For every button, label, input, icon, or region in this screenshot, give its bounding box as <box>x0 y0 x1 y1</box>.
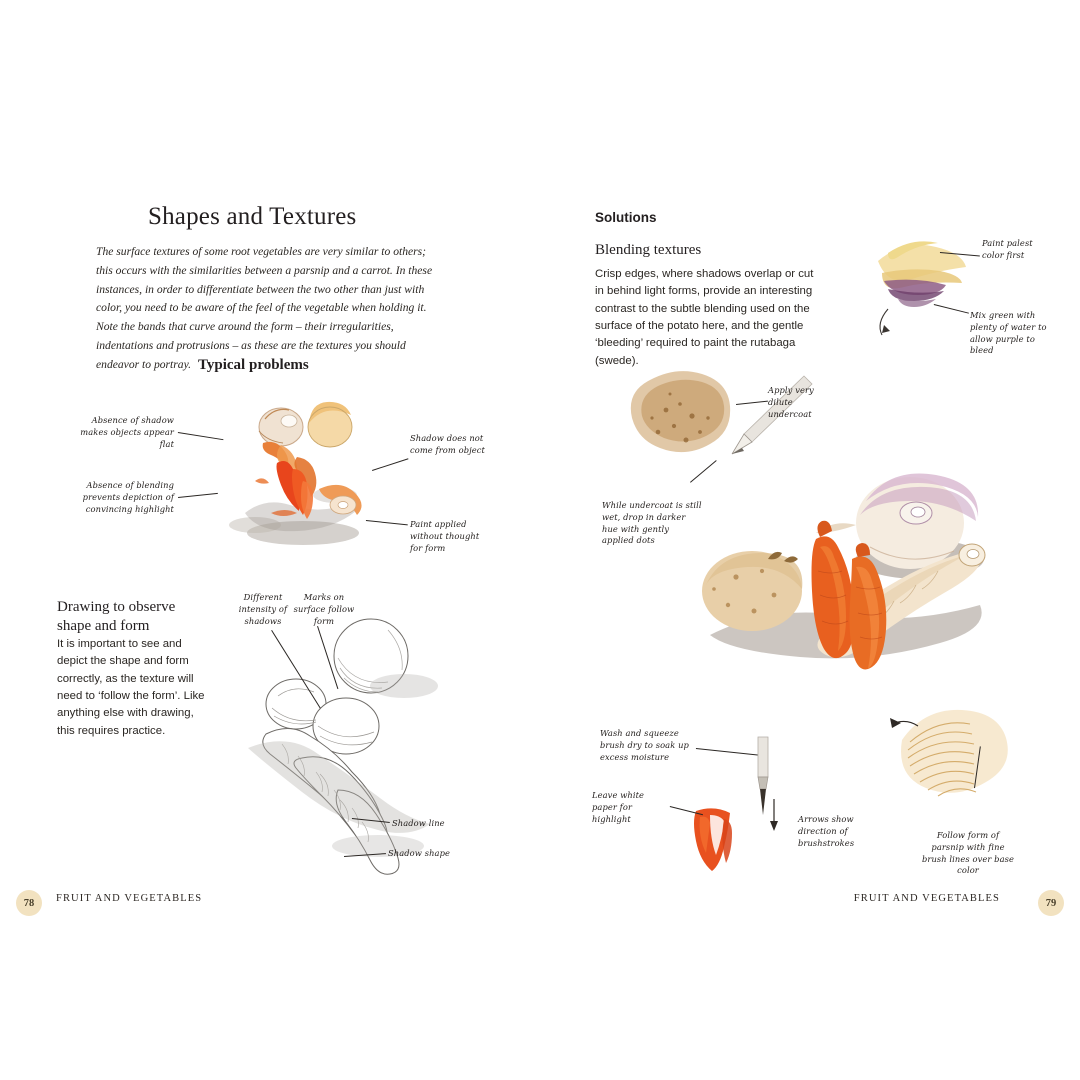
intro-paragraph: The surface textures of some root vegetables are very similar to others; this occurs with the similarities between a parsnip and a carrot. In these instances, in order to differentiate between the two other than just with color, you need to be aware of the feel of the vegetable when holding it. Note the bands that curve around the form – their irregularities, indentations and protrusions – as these are the textures you should endeavor to portray. <box>96 245 433 371</box>
folio-right: 79 <box>1038 890 1064 916</box>
page-title: Shapes and Textures <box>148 203 357 230</box>
annotation-different-intensity: Different intensity of shadows <box>238 592 288 626</box>
annotation-mix-green-water: Mix green with plenty of water to allow purple to bleed <box>970 310 1047 356</box>
annotation-paint-palest-first: Paint palest color first <box>982 238 1033 260</box>
annotation-follow-form-parsnip: Follow form of parsnip with fine brush lines over base color <box>921 830 1015 876</box>
pencil-study-illustration <box>228 608 463 873</box>
annotation-shadow-flat: Absence of shadow makes objects appear flat <box>80 415 174 449</box>
annotation-absence-blending: Absence of blending prevents depiction of convincing highlight <box>82 480 174 514</box>
annotation-leave-white-paper: Leave white paper for highlight <box>592 790 645 824</box>
right-page <box>540 0 1080 1080</box>
typical-problems-heading: Typical problems <box>198 357 309 373</box>
running-head-right: FRUIT AND VEGETABLES <box>853 893 1000 904</box>
typical-problems-illustration <box>185 385 385 570</box>
drawing-to-observe-heading: Drawing to observe shape and form <box>57 599 176 634</box>
annotation-wash-squeeze-brush: Wash and squeeze brush dry to soak up excess moisture <box>600 728 689 762</box>
blending-textures-heading: Blending textures <box>595 242 702 258</box>
annotation-arrows-show-direction: Arrows show direction of brushstrokes <box>798 814 855 848</box>
running-head-left: FRUIT AND VEGETABLES <box>56 893 203 904</box>
annotation-shadow-line: Shadow line <box>392 818 445 828</box>
drawing-to-observe-body: It is important to see and depict the shape and form correctly, as the texture will need to ‘follow the form’. Like anything else with drawing, this requires practice. <box>57 638 205 737</box>
annotation-paint-without-thought: Paint applied without thought for form <box>410 519 480 553</box>
blending-textures-body: Crisp edges, where shadows overlap or cut in behind light forms, provide an interesting contrast to the subtle blending used on the surface of the potato here, and the gentle ‘bleeding’ required to paint the rutabaga (swede). <box>595 268 814 367</box>
parsnip-hatching-illustration <box>888 700 1018 820</box>
annotation-dilute-undercoat: Apply very dilute undercoat <box>768 385 814 419</box>
solutions-heading: Solutions <box>595 210 657 225</box>
annotation-marks-follow-form: Marks on surface follow form <box>293 592 355 626</box>
annotation-shadow-shape: Shadow shape <box>388 848 450 858</box>
annotation-drop-darker-hue: While undercoat is still wet, drop in darker hue with gently applied dots <box>602 500 702 546</box>
rutabaga-swatch-illustration <box>858 225 988 345</box>
annotation-shadow-not-from-object: Shadow does not come from object <box>410 433 485 455</box>
folio-left: 78 <box>16 890 42 916</box>
vegetable-group-illustration <box>670 455 1020 725</box>
